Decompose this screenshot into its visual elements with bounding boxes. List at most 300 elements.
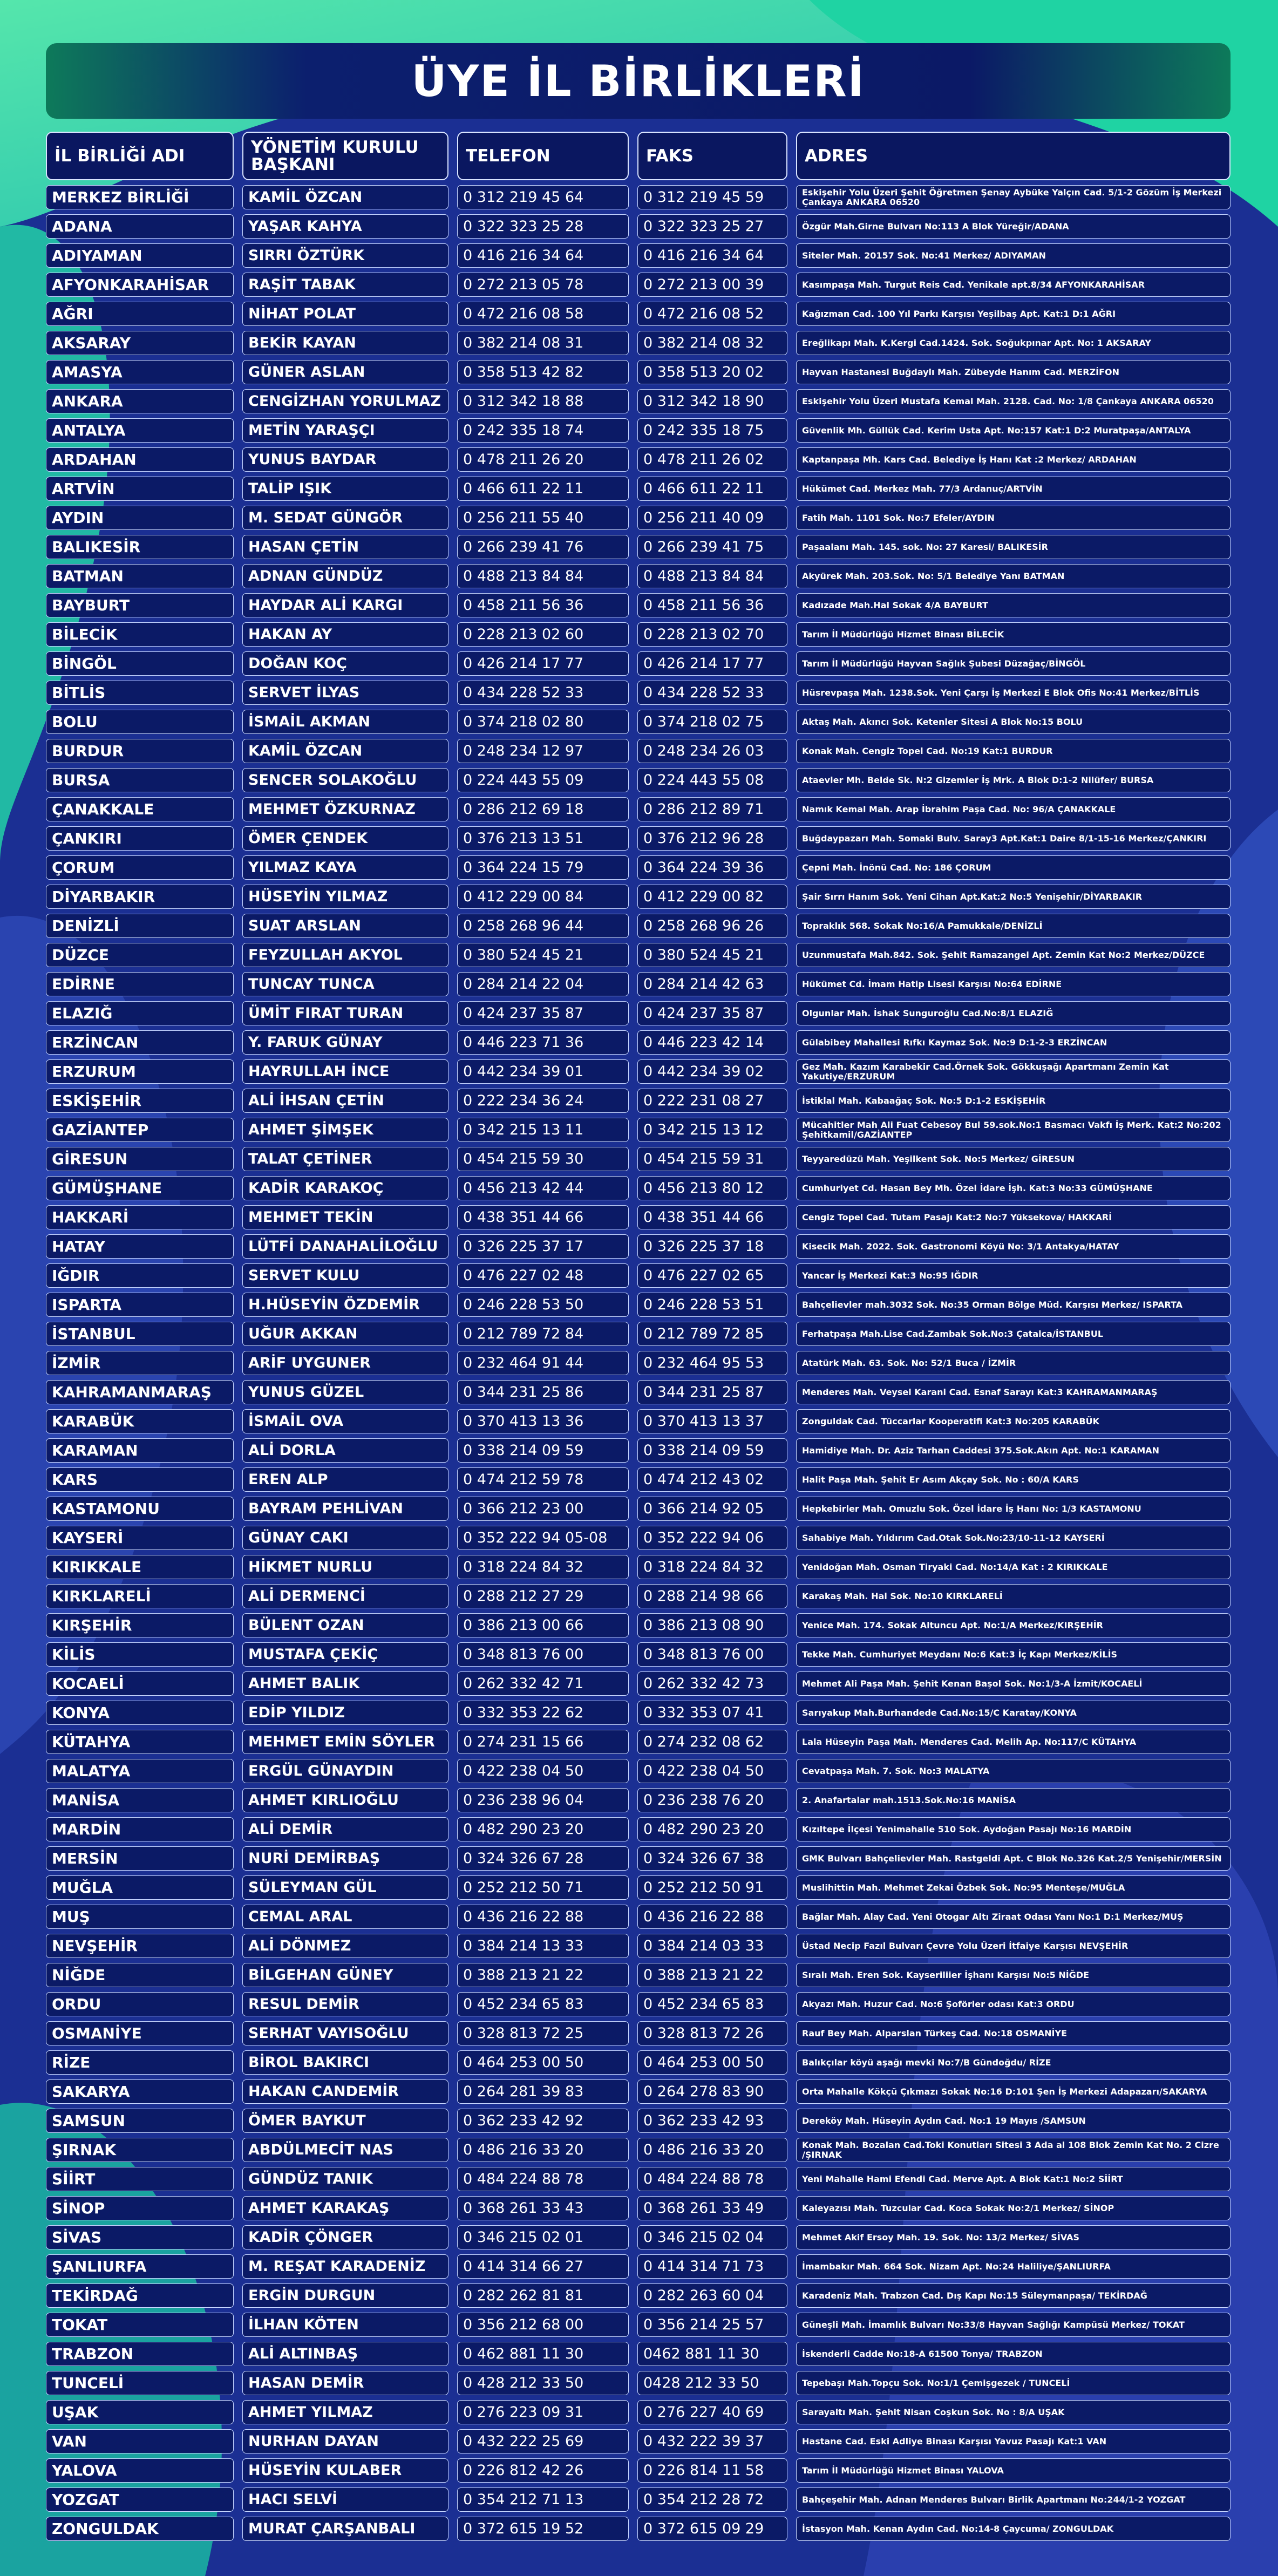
table-row	[46, 1875, 1231, 1900]
fax-number: 0 326 225 37 18	[637, 1234, 787, 1259]
address: Yancar İş Merkezi Kat:3 No:95 IĞDIR	[796, 1263, 1231, 1288]
fax-number: 0 434 228 52 33	[637, 681, 787, 705]
union-name: GAZİANTEP	[46, 1118, 234, 1142]
president-name: KAMİL ÖZCAN	[242, 185, 448, 209]
union-name: KONYA	[46, 1701, 234, 1725]
address: Sahabiye Mah. Yıldırım Cad.Otak Sok.No:23/10-11-12 KAYSERİ	[796, 1526, 1231, 1550]
phone-number: 0 426 214 17 77	[457, 651, 629, 676]
address: Tarım İl Müdürlüğü Hayvan Sağlık Şubesi Düzağaç/BİNGÖL	[796, 651, 1231, 676]
address: Mehmet Ali Paşa Mah. Şehit Kenan Başol Sok. No:1/3-A İzmit/KOCAELİ	[796, 1671, 1231, 1696]
union-name: ISPARTA	[46, 1293, 234, 1317]
address: Atatürk Mah. 63. Sok. No: 52/1 Buca / İZMİR	[796, 1351, 1231, 1375]
fax-number: 0 472 216 08 52	[637, 302, 787, 326]
union-name: BOLU	[46, 710, 234, 734]
table-row	[46, 214, 1231, 239]
president-name: AHMET YILMAZ	[242, 2400, 448, 2424]
address: Kaptanpaşa Mh. Kars Cad. Belediye İş Hanı Kat :2 Merkez/ ARDAHAN	[796, 447, 1231, 472]
page-title: ÜYE İL BİRLİKLERİ	[46, 43, 1231, 119]
president-name: BÜLENT OZAN	[242, 1613, 448, 1637]
president-name: ALİ DORLA	[242, 1438, 448, 1463]
union-name: KIRKLARELİ	[46, 1584, 234, 1608]
union-name: KASTAMONU	[46, 1497, 234, 1521]
president-name: MEHMET EMİN SÖYLER	[242, 1730, 448, 1754]
address: Teyyaredüzü Mah. Yeşilkent Sok. No:5 Merkez/ GİRESUN	[796, 1147, 1231, 1171]
fax-number: 0 354 212 28 72	[637, 2487, 787, 2512]
address: Menderes Mah. Veysel Karani Cad. Esnaf Sarayı Kat:3 KAHRAMANMARAŞ	[796, 1380, 1231, 1404]
president-name: NURİ DEMİRBAŞ	[242, 1846, 448, 1871]
fax-number: 0 464 253 00 50	[637, 2050, 787, 2075]
union-name: IĞDIR	[46, 1263, 234, 1288]
president-name: RESUL DEMİR	[242, 1992, 448, 2016]
phone-number: 0 482 290 23 20	[457, 1817, 629, 1841]
president-name: SERVET İLYAS	[242, 681, 448, 705]
phone-number: 0 348 813 76 00	[457, 1642, 629, 1667]
fax-number: 0462 881 11 30	[637, 2342, 787, 2366]
union-name: MERKEZ BİRLİĞİ	[46, 185, 234, 209]
fax-number: 0 474 212 43 02	[637, 1467, 787, 1492]
phone-number: 0 322 323 25 28	[457, 214, 629, 239]
president-name: HÜSEYİN KULABER	[242, 2458, 448, 2483]
president-name: AHMET KIRLIOĞLU	[242, 1788, 448, 1812]
phone-number: 0 288 212 27 29	[457, 1584, 629, 1608]
table-row	[46, 2167, 1231, 2191]
address: Siteler Mah. 20157 Sok. No:41 Merkez/ ADIYAMAN	[796, 243, 1231, 268]
fax-number: 0 242 335 18 75	[637, 418, 787, 443]
president-name: GÜNDÜZ TANIK	[242, 2167, 448, 2191]
table-row	[46, 2342, 1231, 2366]
union-name: EDİRNE	[46, 972, 234, 996]
phone-number: 0 212 789 72 84	[457, 1322, 629, 1346]
fax-number: 0 414 314 71 73	[637, 2254, 787, 2279]
phone-number: 0 328 813 72 25	[457, 2021, 629, 2045]
address: İstiklal Mah. Kabaağaç Sok. No:5 D:1-2 ESKİŞEHİR	[796, 1089, 1231, 1113]
phone-number: 0 386 213 00 66	[457, 1613, 629, 1637]
address: Sıralı Mah. Eren Sok. Kayseriliier İşhanı Karşısı No:5 NİĞDE	[796, 1963, 1231, 1987]
address: Hepkebirler Mah. Omuzlu Sok. Özel İdare İş Hanı No: 1/3 KASTAMONU	[796, 1497, 1231, 1521]
fax-number: 0 252 212 50 91	[637, 1875, 787, 1900]
union-name: TOKAT	[46, 2313, 234, 2337]
phone-number: 0 434 228 52 33	[457, 681, 629, 705]
union-name: İSTANBUL	[46, 1322, 234, 1346]
phone-number: 0 276 223 09 31	[457, 2400, 629, 2424]
table-row	[46, 885, 1231, 909]
address: Kisecik Mah. 2022. Sok. Gastronomi Köyü No: 3/1 Antakya/HATAY	[796, 1234, 1231, 1259]
table-row	[46, 2400, 1231, 2424]
union-name: AKSARAY	[46, 331, 234, 355]
address: Sarıyakup Mah.Burhandede Cad.No:15/C Karatay/KONYA	[796, 1701, 1231, 1725]
union-name: ERZİNCAN	[46, 1030, 234, 1055]
president-name: SENCER SOLAKOĞLU	[242, 768, 448, 792]
phone-number: 0 414 314 66 27	[457, 2254, 629, 2279]
fax-number: 0 328 813 72 26	[637, 2021, 787, 2045]
phone-number: 0 464 253 00 50	[457, 2050, 629, 2075]
fax-number: 0 332 353 07 41	[637, 1701, 787, 1725]
table-row	[46, 1205, 1231, 1229]
president-name: YUNUS GÜZEL	[242, 1380, 448, 1404]
address: Olgunlar Mah. İshak Sunguroğlu Cad.No:8/1 ELAZIĞ	[796, 1001, 1231, 1025]
table-row	[46, 1409, 1231, 1433]
fax-number: 0 466 611 22 11	[637, 477, 787, 501]
table-row	[46, 1584, 1231, 1608]
president-name: İSMAİL AKMAN	[242, 710, 448, 734]
table-row	[46, 1118, 1231, 1142]
table-row	[46, 243, 1231, 268]
union-name: GÜMÜŞHANE	[46, 1176, 234, 1200]
fax-number: 0 248 234 26 03	[637, 739, 787, 763]
phone-number: 0 266 239 41 76	[457, 535, 629, 559]
president-name: SERVET KULU	[242, 1263, 448, 1288]
address: Cengiz Topel Cad. Tutam Pasajı Kat:2 No:7 Yüksekova/ HAKKARİ	[796, 1205, 1231, 1229]
fax-number: 0 422 238 04 50	[637, 1759, 787, 1783]
table-row	[46, 2313, 1231, 2337]
phone-number: 0 462 881 11 30	[457, 2342, 629, 2366]
table-row	[46, 564, 1231, 588]
union-name: MUŞ	[46, 1905, 234, 1929]
address: Ereğlikapı Mah. K.Kergi Cad.1424. Sok. Soğukpınar Apt. No: 1 AKSARAY	[796, 331, 1231, 355]
president-name: ARİF UYGUNER	[242, 1351, 448, 1375]
address: Tarım İl Müdürlüğü Hizmet Binası YALOVA	[796, 2458, 1231, 2483]
phone-number: 0 346 215 02 01	[457, 2225, 629, 2249]
union-name: ŞIRNAK	[46, 2138, 234, 2162]
fax-number: 0 236 238 76 20	[637, 1788, 787, 1812]
address: Cumhuriyet Cd. Hasan Bey Mh. Özel İdare İşh. Kat:3 No:33 GÜMÜŞHANE	[796, 1176, 1231, 1200]
phone-number: 0 354 212 71 13	[457, 2487, 629, 2512]
fax-number: 0 256 211 40 09	[637, 506, 787, 530]
fax-number: 0 312 219 45 59	[637, 185, 787, 209]
phone-number: 0 376 213 13 51	[457, 826, 629, 851]
fax-number: 0 348 813 76 00	[637, 1642, 787, 1667]
fax-number: 0 374 218 02 75	[637, 710, 787, 734]
table-row	[46, 2138, 1231, 2162]
phone-number: 0 242 335 18 74	[457, 418, 629, 443]
table-row	[46, 1992, 1231, 2016]
phone-number: 0 436 216 22 88	[457, 1905, 629, 1929]
fax-number: 0 458 211 56 36	[637, 593, 787, 617]
header-name: İL BİRLİĞİ ADI	[46, 132, 234, 180]
table-row	[46, 2517, 1231, 2541]
table-row	[46, 1089, 1231, 1113]
president-name: BİLGEHAN GÜNEY	[242, 1963, 448, 1987]
union-name: KARAMAN	[46, 1438, 234, 1463]
address: Ataevler Mh. Belde Sk. N:2 Gizemler İş Mrk. A Blok D:1-2 Nilüfer/ BURSA	[796, 768, 1231, 792]
fax-number: 0 342 215 13 12	[637, 1118, 787, 1142]
fax-number: 0 372 615 09 29	[637, 2517, 787, 2541]
union-name: HAKKARİ	[46, 1205, 234, 1229]
president-name: Y. FARUK GÜNAY	[242, 1030, 448, 1055]
president-name: HAYRULLAH İNCE	[242, 1059, 448, 1084]
address: İskenderli Cadde No:18-A 61500 Tonya/ TRABZON	[796, 2342, 1231, 2366]
table-row	[46, 1234, 1231, 1259]
phone-number: 0 478 211 26 20	[457, 447, 629, 472]
fax-number: 0 246 228 53 51	[637, 1293, 787, 1317]
union-name: GİRESUN	[46, 1147, 234, 1171]
table-row	[46, 1497, 1231, 1521]
president-name: HAKAN AY	[242, 622, 448, 647]
union-name: KIRŞEHİR	[46, 1613, 234, 1637]
president-name: ÖMER BAYKUT	[242, 2109, 448, 2133]
phone-number: 0 422 238 04 50	[457, 1759, 629, 1783]
union-name: KİLİS	[46, 1642, 234, 1667]
union-name: ERZURUM	[46, 1059, 234, 1084]
table-row	[46, 1905, 1231, 1929]
president-name: ABDÜLMECİT NAS	[242, 2138, 448, 2162]
phone-number: 0 248 234 12 97	[457, 739, 629, 763]
fax-number: 0 276 227 40 69	[637, 2400, 787, 2424]
phone-number: 0 286 212 69 18	[457, 797, 629, 821]
phone-number: 0 362 233 42 92	[457, 2109, 629, 2133]
table-row	[46, 1613, 1231, 1637]
union-name: İZMİR	[46, 1351, 234, 1375]
president-name: H.HÜSEYİN ÖZDEMİR	[242, 1293, 448, 1317]
phone-number: 0 262 332 42 71	[457, 1671, 629, 1696]
president-name: ÜMİT FIRAT TURAN	[242, 1001, 448, 1025]
union-name: BİTLİS	[46, 681, 234, 705]
phone-number: 0 222 234 36 24	[457, 1089, 629, 1113]
union-name: BİLECİK	[46, 622, 234, 647]
union-name: OSMANİYE	[46, 2021, 234, 2045]
address: Cevatpaşa Mah. 7. Sok. No:3 MALATYA	[796, 1759, 1231, 1783]
table-row	[46, 2109, 1231, 2133]
president-name: METİN YARAŞÇI	[242, 418, 448, 443]
address: Gez Mah. Kazım Karabekir Cad.Örnek Sok. Gökkuşağı Apartmanı Zemin Kat Yakutiye/ERZURUM	[796, 1059, 1231, 1084]
fax-number: 0 452 234 65 83	[637, 1992, 787, 2016]
header-president: YÖNETİM KURULU BAŞKANI	[242, 132, 448, 180]
fax-number: 0 416 216 34 64	[637, 243, 787, 268]
table-row	[46, 1001, 1231, 1025]
phone-number: 0 272 213 05 78	[457, 273, 629, 297]
president-name: ÖMER ÇENDEK	[242, 826, 448, 851]
union-name: NEVŞEHİR	[46, 1934, 234, 1958]
header-fax: FAKS	[637, 132, 787, 180]
address: Hastane Cad. Eski Adliye Binası Karşısı Yavuz Pasajı Kat:1 VAN	[796, 2429, 1231, 2453]
table-row	[46, 1730, 1231, 1754]
president-name: ERGİN DURGUN	[242, 2283, 448, 2308]
phone-number: 0 446 223 71 36	[457, 1030, 629, 1055]
union-name: TEKİRDAĞ	[46, 2283, 234, 2308]
union-name: YOZGAT	[46, 2487, 234, 2512]
union-name: ARTVİN	[46, 477, 234, 501]
phone-number: 0 326 225 37 17	[457, 1234, 629, 1259]
phone-number: 0 442 234 39 01	[457, 1059, 629, 1084]
address: Karadeniz Mah. Trabzon Cad. Dış Kapı No:15 Süleymanpaşa/ TEKİRDAĞ	[796, 2283, 1231, 2308]
table-row	[46, 1671, 1231, 1696]
union-name: BALIKESİR	[46, 535, 234, 559]
president-name: TALAT ÇETİNER	[242, 1147, 448, 1171]
phone-number: 0 256 211 55 40	[457, 506, 629, 530]
president-name: MURAT ÇARŞANBALI	[242, 2517, 448, 2541]
phone-number: 0 476 227 02 48	[457, 1263, 629, 1288]
table-row	[46, 855, 1231, 880]
table-row	[46, 418, 1231, 443]
phone-number: 0 458 211 56 36	[457, 593, 629, 617]
fax-number: 0 288 214 98 66	[637, 1584, 787, 1608]
address: Ferhatpaşa Mah.Lise Cad.Zambak Sok.No:3 Çatalca/İSTANBUL	[796, 1322, 1231, 1346]
fax-number: 0 284 214 42 63	[637, 972, 787, 996]
address: Halit Paşa Mah. Şehit Er Asım Akçay Sok. No : 60/A KARS	[796, 1467, 1231, 1492]
table-row	[46, 826, 1231, 851]
fax-number: 0 358 513 20 02	[637, 360, 787, 384]
president-name: HAKAN CANDEMİR	[242, 2079, 448, 2104]
table-row	[46, 1934, 1231, 1958]
phone-number: 0 374 218 02 80	[457, 710, 629, 734]
phone-number: 0 486 216 33 20	[457, 2138, 629, 2162]
fax-number: 0 362 233 42 93	[637, 2109, 787, 2133]
fax-number: 0 226 814 11 58	[637, 2458, 787, 2483]
president-name: SÜLEYMAN GÜL	[242, 1875, 448, 1900]
phone-number: 0 428 212 33 50	[457, 2371, 629, 2395]
table-row	[46, 447, 1231, 472]
fax-number: 0 446 223 42 14	[637, 1030, 787, 1055]
address: Hüsrevpaşa Mah. 1238.Sok. Yeni Çarşı İş Merkezi E Blok Ofis No:41 Merkez/BİTLİS	[796, 681, 1231, 705]
address: Kağızman Cad. 100 Yıl Parkı Karşısı Yeşilbaş Apt. Kat:1 D:1 AĞRI	[796, 302, 1231, 326]
phone-number: 0 338 214 09 59	[457, 1438, 629, 1463]
phone-number: 0 352 222 94 05-08	[457, 1526, 629, 1550]
fax-number: 0428 212 33 50	[637, 2371, 787, 2395]
president-name: ALİ İHSAN ÇETİN	[242, 1089, 448, 1113]
address: Yenidoğan Mah. Osman Tiryaki Cad. No:14/A Kat : 2 KIRIKKALE	[796, 1555, 1231, 1579]
union-name: MANİSA	[46, 1788, 234, 1812]
header-phone: TELEFON	[457, 132, 629, 180]
president-name: CENGİZHAN YORULMAZ	[242, 389, 448, 413]
union-name: UŞAK	[46, 2400, 234, 2424]
union-name: VAN	[46, 2429, 234, 2453]
president-name: AHMET ŞİMŞEK	[242, 1118, 448, 1142]
phone-number: 0 236 238 96 04	[457, 1788, 629, 1812]
phone-number: 0 382 214 08 31	[457, 331, 629, 355]
fax-number: 0 388 213 21 22	[637, 1963, 787, 1987]
fax-number: 0 366 214 92 05	[637, 1497, 787, 1521]
address: Dereköy Mah. Hüseyin Aydın Cad. No:1 19 Mayıs /SAMSUN	[796, 2109, 1231, 2133]
address: Bahçelievler mah.3032 Sok. No:35 Orman Bölge Müd. Karşısı Merkez/ ISPARTA	[796, 1293, 1231, 1317]
president-name: HÜSEYİN YILMAZ	[242, 885, 448, 909]
address: Eskişehir Yolu Üzeri Şehit Öğretmen Şenay Aybüke Yalçın Cad. 5/1-2 Gözüm İş Merkezi Çankaya ANKARA 06520	[796, 185, 1231, 209]
union-name: SAMSUN	[46, 2109, 234, 2133]
address: Mehmet Akif Ersoy Mah. 19. Sok. No: 13/2 Merkez/ SİVAS	[796, 2225, 1231, 2249]
phone-number: 0 312 219 45 64	[457, 185, 629, 209]
phone-number: 0 384 214 13 33	[457, 1934, 629, 1958]
president-name: KADİR KARAKOÇ	[242, 1176, 448, 1200]
union-name: AYDIN	[46, 506, 234, 530]
address: Hükümet Cd. İmam Hatip Lisesi Karşısı No:64 EDİRNE	[796, 972, 1231, 996]
union-name: SAKARYA	[46, 2079, 234, 2104]
union-name: ARDAHAN	[46, 447, 234, 472]
president-name: ADNAN GÜNDÜZ	[242, 564, 448, 588]
phone-number: 0 466 611 22 11	[457, 477, 629, 501]
union-name: KAHRAMANMARAŞ	[46, 1380, 234, 1404]
union-name: KARS	[46, 1467, 234, 1492]
president-name: İSMAİL OVA	[242, 1409, 448, 1433]
address: Muslihittin Mah. Mehmet Zekai Özbek Sok. No:95 Menteşe/MUĞLA	[796, 1875, 1231, 1900]
union-name: MERSİN	[46, 1846, 234, 1871]
table-row	[46, 1263, 1231, 1288]
unions-table	[37, 127, 1239, 2546]
address: Uzunmustafa Mah.842. Sok. Şehit Ramazangel Apt. Zemin Kat No:2 Merkez/DÜZCE	[796, 943, 1231, 967]
president-name: İLHAN KÖTEN	[242, 2313, 448, 2337]
fax-number: 0 286 212 89 71	[637, 797, 787, 821]
fax-number: 0 488 213 84 84	[637, 564, 787, 588]
president-name: KADİR ÇÖNGER	[242, 2225, 448, 2249]
president-name: GÜNAY CAKI	[242, 1526, 448, 1550]
president-name: HASAN ÇETİN	[242, 535, 448, 559]
union-name: AFYONKARAHİSAR	[46, 273, 234, 297]
fax-number: 0 356 214 25 57	[637, 2313, 787, 2337]
phone-number: 0 232 464 91 44	[457, 1351, 629, 1375]
phone-number: 0 454 215 59 30	[457, 1147, 629, 1171]
union-name: BAYBURT	[46, 593, 234, 617]
president-name: YUNUS BAYDAR	[242, 447, 448, 472]
fax-number: 0 376 212 96 28	[637, 826, 787, 851]
table-row	[46, 1438, 1231, 1463]
header-address: ADRES	[796, 132, 1231, 180]
address: Akyazı Mah. Huzur Cad. No:6 Şoförler odası Kat:3 ORDU	[796, 1992, 1231, 2016]
union-name: ADIYAMAN	[46, 243, 234, 268]
address: Üstad Necip Fazıl Bulvarı Çevre Yolu Üzeri İtfaiye Karşısı NEVŞEHİR	[796, 1934, 1231, 1958]
phone-number: 0 332 353 22 62	[457, 1701, 629, 1725]
fax-number: 0 384 214 03 33	[637, 1934, 787, 1958]
table-row	[46, 1817, 1231, 1841]
phone-number: 0 344 231 25 86	[457, 1380, 629, 1404]
address: Kasımpaşa Mah. Turgut Reis Cad. Yenikale apt.8/34 AFYONKARAHİSAR	[796, 273, 1231, 297]
president-name: GÜNER ASLAN	[242, 360, 448, 384]
address: Karakaş Mah. Hal Sok. No:10 KIRKLARELİ	[796, 1584, 1231, 1608]
table-row	[46, 1322, 1231, 1346]
fax-number: 0 426 214 17 77	[637, 651, 787, 676]
address: 2. Anafartalar mah.1513.Sok.No:16 MANİSA	[796, 1788, 1231, 1812]
fax-number: 0 274 232 08 62	[637, 1730, 787, 1754]
table-row	[46, 1059, 1231, 1084]
fax-number: 0 438 351 44 66	[637, 1205, 787, 1229]
header-row	[46, 132, 1231, 180]
union-name: DENİZLİ	[46, 914, 234, 938]
president-name: NİHAT POLAT	[242, 302, 448, 326]
fax-number: 0 476 227 02 65	[637, 1263, 787, 1288]
table-row	[46, 360, 1231, 384]
fax-number: 0 262 332 42 73	[637, 1671, 787, 1696]
table-row	[46, 943, 1231, 967]
table-row	[46, 739, 1231, 763]
address: Konak Mah. Cengiz Topel Cad. No:19 Kat:1 BURDUR	[796, 739, 1231, 763]
president-name: CEMAL ARAL	[242, 1905, 448, 1929]
fax-number: 0 324 326 67 38	[637, 1846, 787, 1871]
table-row	[46, 1351, 1231, 1375]
president-name: ALİ DERMENCİ	[242, 1584, 448, 1608]
phone-number: 0 224 443 55 09	[457, 768, 629, 792]
table-row	[46, 2079, 1231, 2104]
table-row	[46, 389, 1231, 413]
union-name: ÇORUM	[46, 855, 234, 880]
address: Zonguldak Cad. Tüccarlar Kooperatifi Kat:3 No:205 KARABÜK	[796, 1409, 1231, 1433]
fax-number: 0 370 413 13 37	[637, 1409, 787, 1433]
phone-number: 0 246 228 53 50	[457, 1293, 629, 1317]
table-row	[46, 302, 1231, 326]
address: Güvenlik Mh. Güllük Cad. Kerim Usta Apt. No:157 Kat:1 D:2 Muratpaşa/ANTALYA	[796, 418, 1231, 443]
table-row	[46, 506, 1231, 530]
fax-number: 0 442 234 39 02	[637, 1059, 787, 1084]
address: Kadızade Mah.Hal Sokak 4/A BAYBURT	[796, 593, 1231, 617]
address: Bahçeşehir Mah. Adnan Menderes Bulvarı Birlik Apartmanı No:244/1-2 YOZGAT	[796, 2487, 1231, 2512]
union-name: ANKARA	[46, 389, 234, 413]
table-row	[46, 185, 1231, 209]
address: Tarım İl Müdürlüğü Hizmet Binası BİLECİK	[796, 622, 1231, 647]
fax-number: 0 312 342 18 90	[637, 389, 787, 413]
table-body	[46, 185, 1231, 2541]
table-row	[46, 914, 1231, 938]
president-name: HAYDAR ALİ KARGI	[242, 593, 448, 617]
president-name: SIRRI ÖZTÜRK	[242, 243, 448, 268]
phone-number: 0 472 216 08 58	[457, 302, 629, 326]
president-name: UĞUR AKKAN	[242, 1322, 448, 1346]
union-name: AĞRI	[46, 302, 234, 326]
